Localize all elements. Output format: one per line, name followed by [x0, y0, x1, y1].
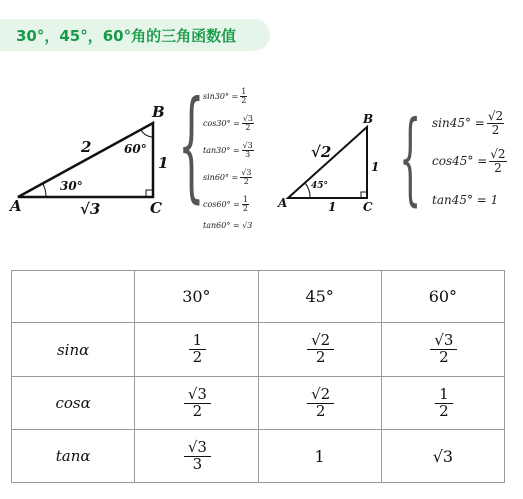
table-header-60: 60° — [381, 271, 504, 323]
table-cell: $\frac{√3}{3}$ — [135, 430, 258, 483]
vertex-a-label: A — [10, 197, 22, 215]
table-cell: $\frac{√2}{2}$ — [258, 323, 381, 377]
row-label-sin: sinα — [12, 323, 135, 377]
equation-sin30: sin30° = $\frac{1}{2}$ — [203, 87, 247, 106]
row-label-cos: cosα — [12, 377, 135, 430]
vertex-b-label: B — [152, 103, 165, 121]
angle-a-45-label: 45° — [311, 181, 329, 191]
table-cell: $\frac{1}{2}$ — [381, 377, 504, 430]
angle-a-label: 30° — [60, 179, 83, 193]
section-header — [0, 19, 270, 51]
equation-cos30: cos30° = $\frac{√3}{2}$ — [203, 114, 254, 133]
vertical-leg-45-label: 1 — [371, 160, 380, 174]
table-cell: $\frac{1}{2}$ — [135, 323, 258, 377]
vertex-b-45-label: B — [363, 112, 374, 126]
table-header-row — [12, 271, 505, 323]
table-cell: 1 — [258, 430, 381, 483]
angle-b-label: 60° — [124, 142, 147, 156]
equation-cos45: cos45° = $\frac{√2}{2}$ — [432, 147, 506, 175]
equation-tan45: tan45° = 1 — [432, 193, 499, 207]
vertex-c-label: C — [150, 199, 162, 217]
table-cell: √3 — [381, 430, 504, 483]
equation-sin60: sin60° = $\frac{√3}{2}$ — [203, 168, 252, 187]
table-cell: $\frac{√2}{2}$ — [258, 377, 381, 430]
table-row-cos — [12, 377, 505, 430]
row-label-tan: tanα — [12, 430, 135, 483]
vertex-a-45-label: A — [278, 196, 288, 210]
left-brace: { — [178, 76, 205, 215]
table-header-30: 30° — [135, 271, 258, 323]
table-header-45: 45° — [258, 271, 381, 323]
base-leg-label: √3 — [80, 200, 101, 218]
vertex-c-45-label: C — [363, 200, 373, 214]
equation-sin45: sin45° = $\frac{√2}{2}$ — [432, 109, 504, 137]
vertical-leg-label: 1 — [158, 154, 169, 172]
table-row-sin — [12, 323, 505, 377]
section-title: 30°，45°，60°角的三角函数值 — [16, 27, 237, 45]
right-brace: { — [399, 99, 422, 216]
equation-cos60: cos60° = $\frac{1}{2}$ — [203, 195, 248, 214]
table-corner-cell — [12, 271, 135, 323]
hypotenuse-45-label: √2 — [311, 143, 332, 161]
table-row-tan — [12, 430, 505, 483]
table-cell: $\frac{√3}{2}$ — [381, 323, 504, 377]
equation-tan60: tan60° = √3 — [203, 221, 253, 230]
table-cell: $\frac{√3}{2}$ — [135, 377, 258, 430]
trig-values-table — [11, 270, 505, 483]
equation-tan30: tan30° = $\frac{√3}{3}$ — [203, 141, 253, 160]
hypotenuse-label: 2 — [81, 138, 92, 156]
base-leg-45-label: 1 — [328, 200, 337, 214]
